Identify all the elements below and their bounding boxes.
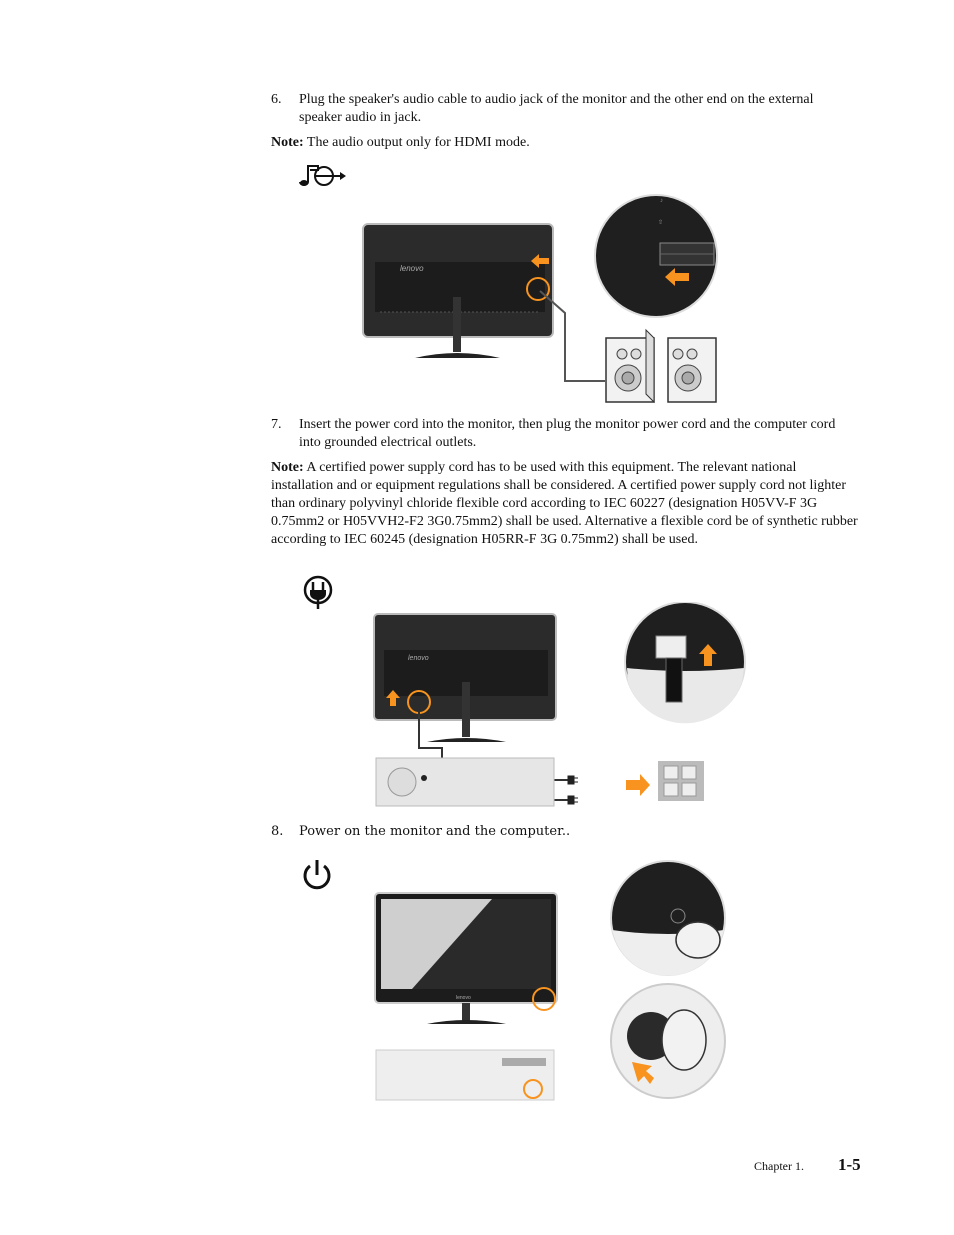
- power-connection-figure: [372, 602, 748, 812]
- audio-note: [271, 134, 859, 152]
- power-cord-note: [271, 459, 859, 549]
- note-label: Note:: [271, 135, 304, 150]
- step-6-text: Plug the speaker's audio cable to audio jack of the monitor and the other end on the external speaker audio in jack.: [299, 92, 814, 125]
- audio-connection-figure: [360, 188, 720, 406]
- finger-icon: [662, 1010, 706, 1070]
- lenovo-logo: lenovo: [456, 995, 471, 1001]
- speaker-left: [606, 330, 654, 402]
- audio-out-icon: [296, 162, 350, 190]
- plug-icon: [568, 776, 578, 784]
- power-on-figure: [372, 860, 732, 1104]
- lenovo-logo: lenovo: [408, 655, 429, 662]
- computer-front: [376, 1050, 554, 1100]
- svg-text:♪: ♪: [660, 198, 663, 204]
- step-8-text: Power on the monitor and the computer..: [299, 824, 571, 839]
- step-6-number: 6.: [271, 92, 282, 107]
- note-text: The audio output only for HDMI mode.: [303, 135, 530, 150]
- step-7-text: Insert the power cord into the monitor, then plug the monitor power cord and the computer cord into grounded electrical outlets.: [299, 417, 836, 450]
- arrow-right-icon: [626, 774, 650, 796]
- finger-icon: [676, 922, 720, 958]
- step-7-number: 7.: [271, 417, 282, 432]
- plug-icon: [568, 796, 578, 804]
- power-button-icon: [300, 857, 334, 893]
- step-8-number: 8.: [271, 824, 284, 839]
- note-label: Note:: [271, 460, 304, 475]
- speaker-right: [668, 338, 716, 402]
- lenovo-logo: lenovo: [400, 264, 424, 273]
- svg-text:⇧: ⇧: [658, 220, 664, 226]
- footer-page-number: 1-5: [838, 1155, 861, 1174]
- power-plug-icon: [302, 574, 334, 610]
- note-text: A certified power supply cord has to be used with this equipment. The relevant national installation and or equipment regulations shall be considered. A certified power supply cord not lighter than ordinary polyvinyl chloride flexible cord according to IEC 60227 (designation H05VV-F 3G 0.75mm2 or H05VVH2-F2 3G0.75mm2) shall be used. Alternative a flexible cord be of synthetic rubber according to IEC 60245 (designation H05RR-F 3G 0.75mm2) shall be used.: [271, 460, 858, 547]
- footer-chapter: Chapter 1.: [754, 1159, 804, 1173]
